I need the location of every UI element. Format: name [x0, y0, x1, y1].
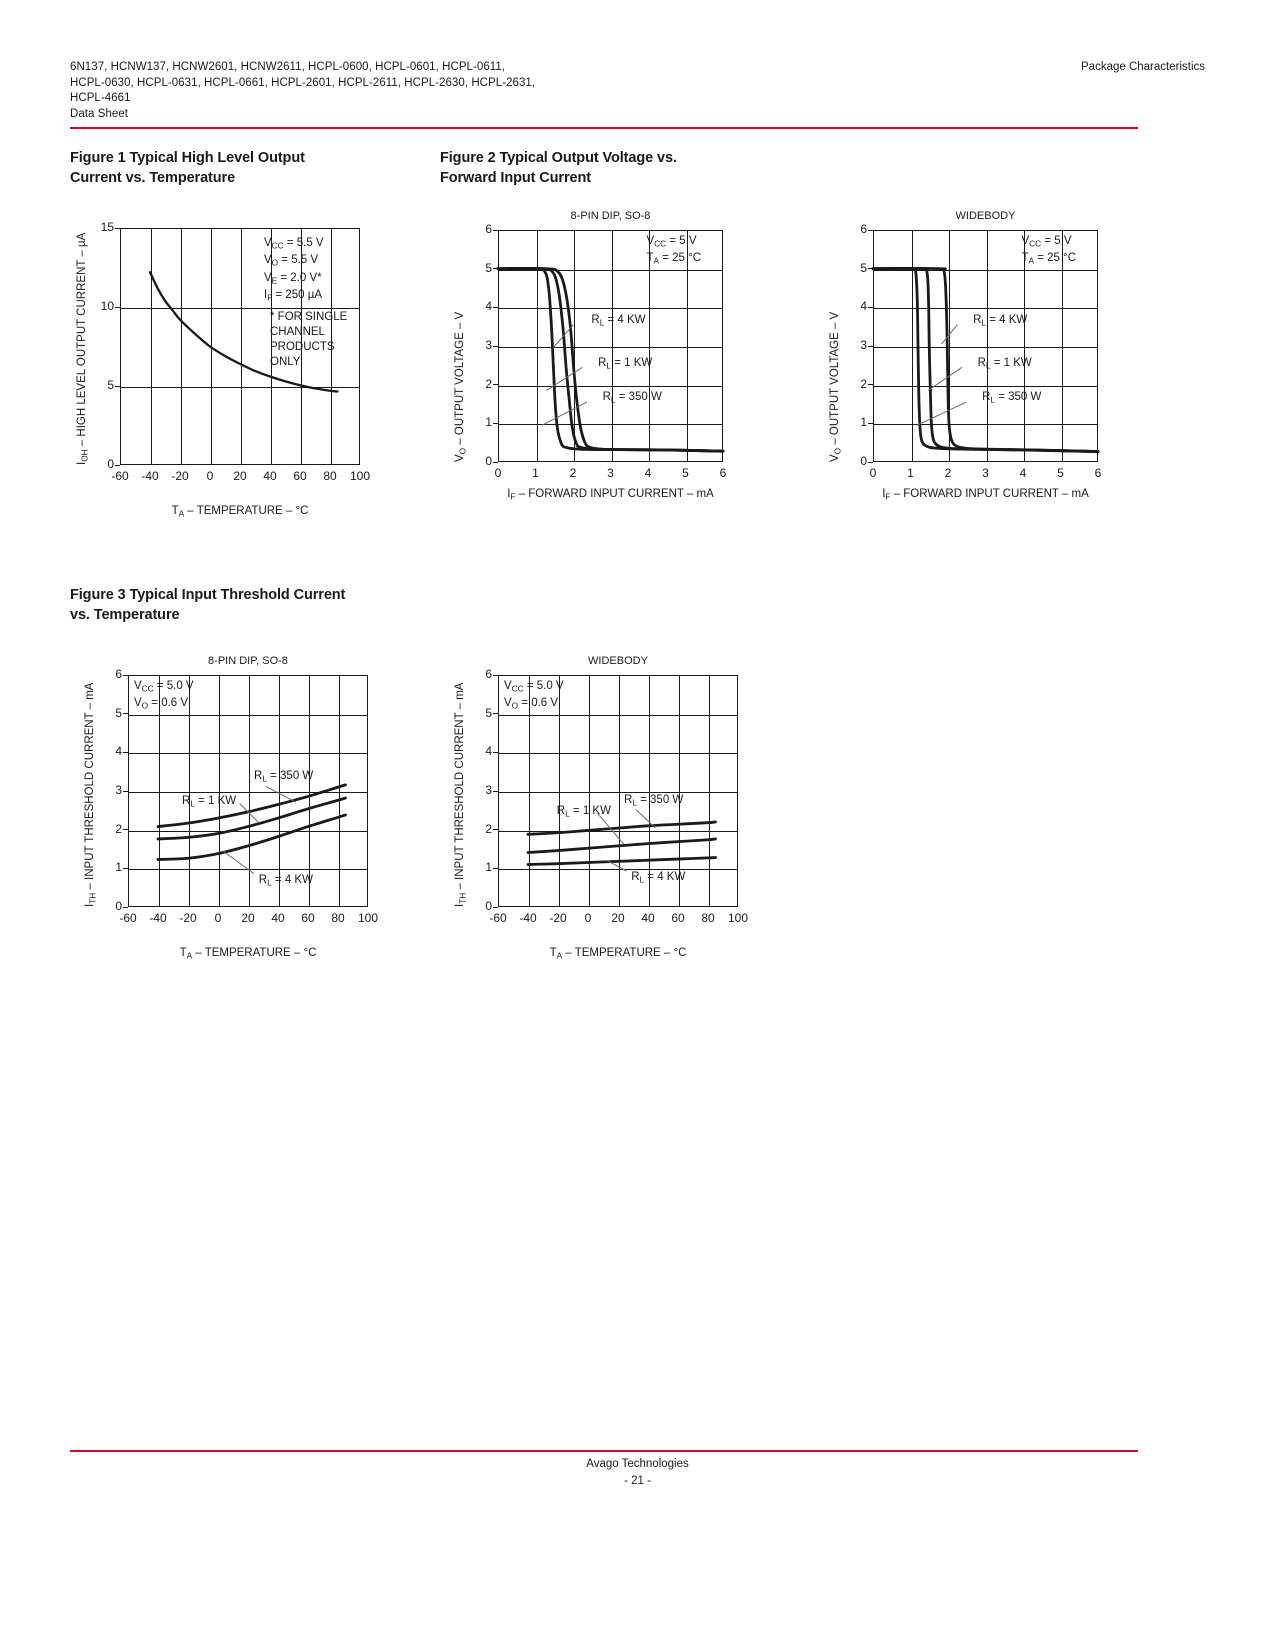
y-axis-tick-label: 1 — [860, 415, 867, 430]
x-axis-tick-label: 20 — [241, 911, 255, 925]
x-axis-tick-label: 80 — [323, 469, 337, 483]
x-axis-tick-label: -20 — [549, 911, 567, 925]
y-axis-tick-label: 2 — [115, 821, 122, 836]
y-axis-tick-label: 0 — [860, 454, 867, 468]
part-numbers-line-1: 6N137, HCNW137, HCNW2601, HCNW2611, HCPL-0600, HCPL-0601, HCPL-0611, — [70, 61, 506, 73]
x-axis-tick-label: 1 — [907, 466, 914, 480]
x-axis-tick-label: -60 — [111, 469, 129, 483]
page-number: - 21 - — [624, 1475, 651, 1487]
y-axis-tick-label: 4 — [485, 744, 492, 759]
series-label: $R_L = 1$ KW — [182, 794, 237, 808]
x-axis-tick-label: 40 — [271, 911, 285, 925]
series-label: $R_L = 4$ KW — [631, 870, 686, 885]
x-axis-tick-label: 0 — [584, 911, 592, 925]
x-axis-tick-label: 4 — [644, 466, 652, 480]
footer-divider — [70, 1450, 1138, 1452]
x-axis-tick-label: 0 — [494, 466, 502, 480]
x-axis-tick-label: -20 — [179, 911, 197, 925]
y-axis-tick-label: 1 — [485, 415, 492, 430]
chart-subtitle: 8-PIN DIP, SO-8 — [570, 210, 651, 222]
part-number-list — [70, 60, 535, 122]
x-axis-tick-label: -60 — [119, 911, 137, 925]
figure-3-caption-line-2: vs. Temperature — [70, 607, 180, 623]
company-name: Avago Technologies — [586, 1458, 689, 1470]
x-axis-tick-label: 0 — [869, 466, 877, 480]
figure-3-chart-widebody — [440, 650, 770, 970]
chart-conditions: $V_{CC} = 5$ V $T_A = 25$ °C — [646, 235, 702, 266]
y-axis-tick-label: 0 — [115, 899, 122, 913]
x-axis-tick-label: 3 — [607, 466, 614, 480]
chart-footnote: * FOR SINGLE CHANNEL PRODUCTS ONLY — [270, 311, 348, 368]
y-axis-tick-label: 3 — [115, 783, 122, 797]
x-axis-tick-label: -40 — [141, 469, 159, 483]
figure-2-caption — [440, 148, 790, 188]
x-axis-tick-label: 6 — [719, 466, 727, 480]
x-axis-tick-label: 0 — [214, 911, 222, 925]
y-axis-tick-label: 5 — [860, 260, 867, 275]
x-axis-tick-label: -40 — [519, 911, 537, 925]
x-axis-tick-label: 0 — [206, 469, 214, 483]
y-axis-tick-label: 5 — [115, 705, 122, 720]
x-axis-tick-label: 40 — [641, 911, 655, 925]
section-title: Package Characteristics — [1081, 61, 1205, 73]
x-axis-tick-label: 100 — [349, 469, 371, 483]
chart-conditions: $V_{CC} = 5$ V $T_A = 25$ °C — [1021, 235, 1077, 266]
y-axis-tick-label: 2 — [860, 376, 867, 391]
series-label: $R_L = 350$ W — [602, 391, 662, 405]
x-axis-tick-label: 60 — [671, 911, 685, 925]
chart-subtitle: 8-PIN DIP, SO-8 — [208, 655, 288, 667]
x-axis-tick-label: -20 — [171, 469, 189, 483]
y-axis-tick-label: 0 — [485, 899, 492, 913]
y-axis-tick-label: 15 — [100, 220, 114, 234]
x-axis-tick-label: 5 — [682, 466, 689, 480]
figure-2-caption-line-2: Forward Input Current — [440, 170, 591, 186]
y-axis-tick-label: 6 — [860, 222, 867, 236]
y-axis-tick-label: 5 — [107, 378, 114, 392]
figure-3-chart-dip — [70, 650, 400, 970]
series-label: $R_L = 1$ KW — [977, 356, 1032, 370]
series-label: $R_L = 4$ KW — [258, 873, 313, 887]
x-axis-tick-label: 40 — [263, 469, 277, 483]
y-axis-tick-label: 1 — [485, 860, 492, 875]
figure-3-caption — [70, 585, 470, 625]
part-numbers-line-3: HCPL-4661 — [70, 92, 131, 104]
y-axis-tick-label: 3 — [860, 338, 867, 352]
x-axis-label: $T_A$ – TEMPERATURE – °C — [179, 947, 317, 961]
y-axis-label: $I_{OH}$ – HIGH LEVEL OUTPUT CURRENT – µA — [76, 232, 90, 465]
x-axis-tick-label: 3 — [982, 466, 989, 480]
x-axis-tick-label: -60 — [489, 911, 507, 925]
x-axis-label: $T_A$ – TEMPERATURE – °C — [549, 947, 687, 961]
y-axis-tick-label: 4 — [115, 744, 122, 759]
figure-1-caption-line-1: Figure 1 Typical High Level Output — [70, 150, 305, 166]
figure-1-chart — [70, 215, 420, 519]
header-divider — [70, 127, 1138, 129]
chart-conditions: $V_{CC} = 5.5$ V $V_O = 5.5$ V $V_E = 2.0$ V* $I_F = 250$ µA — [264, 237, 324, 303]
series-label: $R_L = 1$ KW — [556, 804, 611, 818]
y-axis-tick-label: 3 — [485, 783, 492, 797]
y-axis-tick-label: 0 — [485, 454, 492, 468]
y-axis-tick-label: 4 — [860, 299, 867, 314]
y-axis-tick-label: 3 — [485, 338, 492, 352]
x-axis-tick-label: 20 — [611, 911, 625, 925]
x-axis-tick-label: 2 — [944, 466, 952, 480]
page-header — [70, 60, 1205, 122]
y-axis-tick-label: 6 — [485, 667, 492, 681]
x-axis-tick-label: 5 — [1057, 466, 1064, 480]
x-axis-tick-label: 80 — [701, 911, 715, 925]
x-axis-tick-label: 6 — [1094, 466, 1102, 480]
chart-subtitle: WIDEBODY — [588, 655, 648, 667]
figure-2-caption-line-1: Figure 2 Typical Output Voltage vs. — [440, 150, 677, 166]
y-axis-label: $I_{TH}$ – INPUT THRESHOLD CURRENT – mA — [84, 682, 98, 907]
y-axis-tick-label: 2 — [485, 821, 492, 836]
y-axis-label: $V_O$ – OUTPUT VOLTAGE – V — [454, 311, 468, 462]
chart-curves — [70, 650, 400, 970]
y-axis-tick-label: 0 — [107, 457, 114, 471]
y-axis-label: $I_{TH}$ – INPUT THRESHOLD CURRENT – mA — [454, 682, 468, 907]
figure-2-chart-widebody — [815, 205, 1135, 515]
y-axis-tick-label: 6 — [115, 667, 122, 681]
figure-3-caption-line-1: Figure 3 Typical Input Threshold Current — [70, 587, 346, 603]
chart-conditions: $V_{CC} = 5.0$ V $V_O = 0.6$ V — [504, 680, 564, 711]
series-label: $R_L = 4$ KW — [591, 314, 646, 328]
y-axis-tick-label: 5 — [485, 705, 492, 720]
x-axis-tick-label: 60 — [301, 911, 315, 925]
y-axis-tick-label: 4 — [485, 299, 492, 314]
page-footer — [0, 1456, 1275, 1490]
y-axis-tick-label: 1 — [115, 860, 122, 875]
chart-conditions: $V_{CC} = 5.0$ V $V_O = 0.6$ V — [134, 680, 194, 711]
chart-subtitle: WIDEBODY — [955, 210, 1016, 222]
y-axis-label: $V_O$ – OUTPUT VOLTAGE – V — [829, 311, 843, 462]
y-axis-tick-label: 10 — [100, 299, 114, 313]
document-type: Data Sheet — [70, 107, 129, 120]
x-axis-tick-label: 100 — [357, 911, 379, 925]
figure-2-chart-dip — [440, 205, 760, 515]
x-axis-tick-label: 4 — [1019, 466, 1027, 480]
x-axis-label: $T_A$ – TEMPERATURE – °C — [171, 505, 309, 519]
x-axis-tick-label: -40 — [149, 911, 167, 925]
figure-1-caption-line-2: Current vs. Temperature — [70, 170, 236, 186]
x-axis-label: $I_F$ – FORWARD INPUT CURRENT – mA — [507, 488, 714, 502]
x-axis-label: $I_F$ – FORWARD INPUT CURRENT – mA — [882, 488, 1089, 502]
chart-curves — [70, 215, 420, 515]
series-label: $R_L = 350$ W — [254, 770, 314, 784]
series-label: $R_L = 4$ KW — [973, 314, 1028, 328]
x-axis-tick-label: 2 — [569, 466, 577, 480]
x-axis-tick-label: 1 — [532, 466, 539, 480]
series-label: $R_L = 350$ W — [982, 391, 1042, 405]
y-axis-tick-label: 5 — [485, 260, 492, 275]
part-numbers-line-2: HCPL-0630, HCPL-0631, HCPL-0661, HCPL-2601, HCPL-2611, HCPL-2630, HCPL-2631, — [70, 76, 536, 89]
figure-1-caption — [70, 148, 420, 188]
series-label: $R_L = 350$ W — [624, 793, 684, 808]
x-axis-tick-label: 60 — [293, 469, 307, 483]
y-axis-tick-label: 6 — [485, 222, 492, 236]
x-axis-tick-label: 80 — [331, 911, 345, 925]
y-axis-tick-label: 2 — [485, 376, 492, 391]
series-label: $R_L = 1$ KW — [598, 356, 653, 370]
chart-curves — [815, 205, 1135, 515]
x-axis-tick-label: 20 — [233, 469, 247, 483]
x-axis-tick-label: 100 — [727, 911, 749, 925]
